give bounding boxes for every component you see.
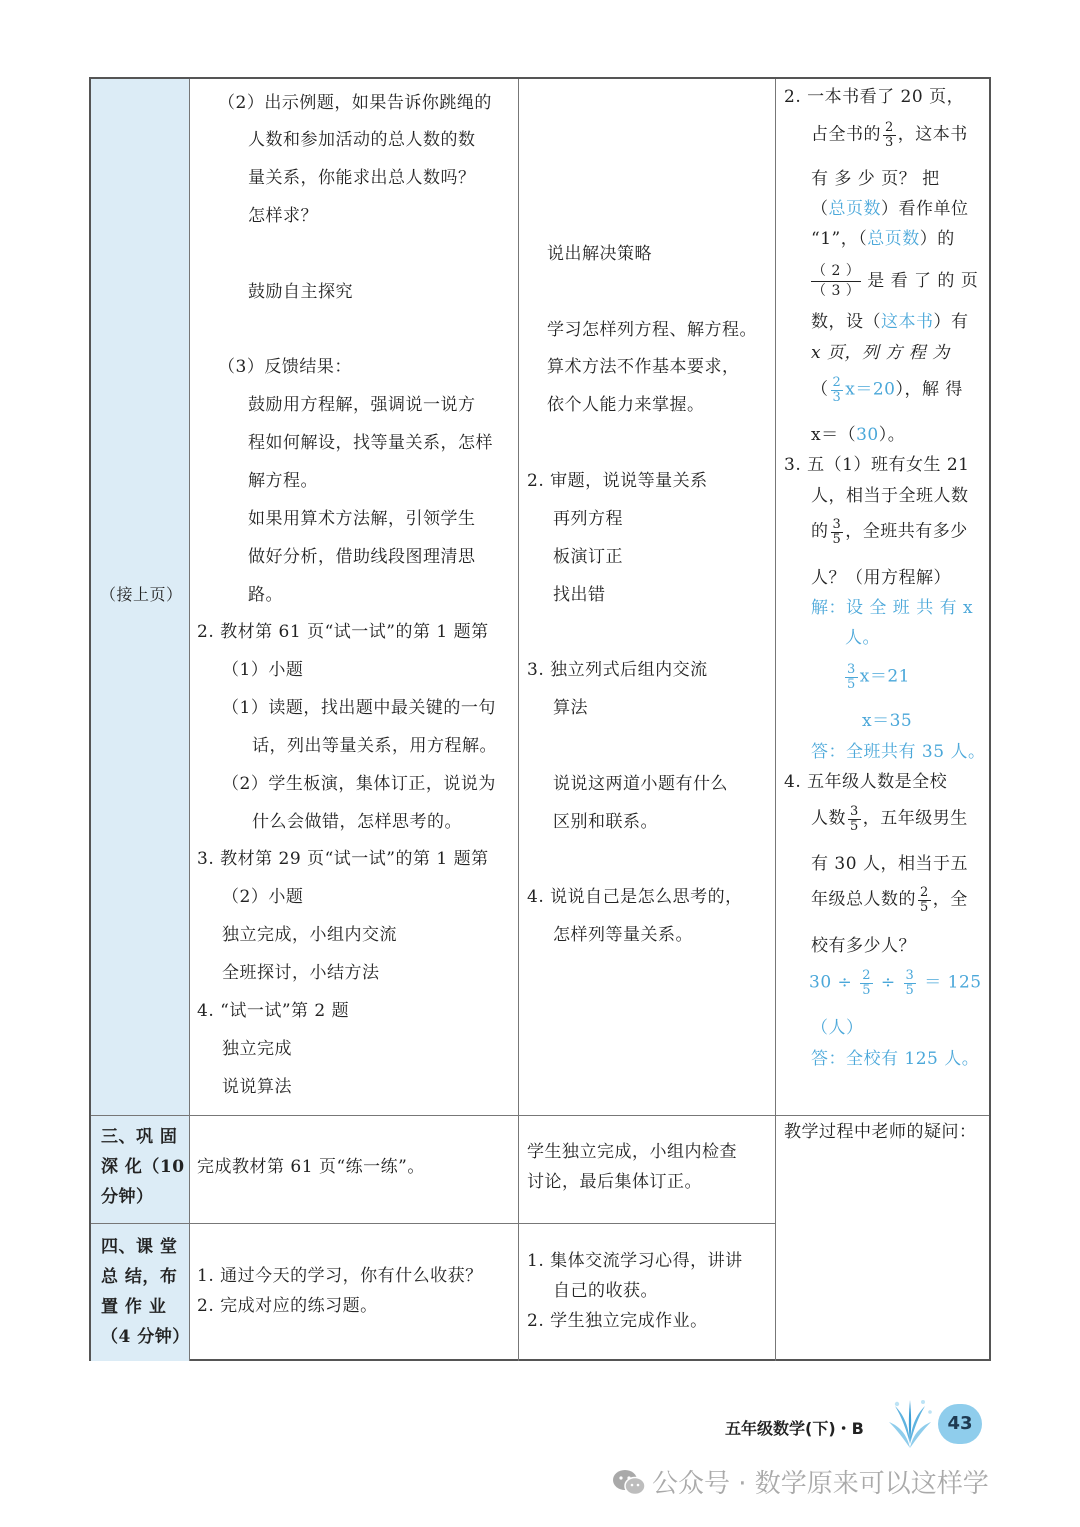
teacher-line: 人数和参加活动的总人数的数 [248,130,476,150]
student-line: 3. 独立列式后组内交流 [527,660,708,680]
answer-text: 30 [856,425,879,445]
numerator: 2 [885,120,894,135]
denominator: 3 [885,134,894,150]
stage-consolidate-line2: 深 化（10 [101,1157,185,1177]
fraction [831,518,844,546]
teacher-line: 量关系，你能求出总人数吗？ [248,168,476,188]
wechat-icon [612,1469,646,1497]
exercise-q2-line: 2. 一本书看了 20 页， [784,87,965,107]
student-line: 算术方法不作基本要求， [547,357,740,377]
teacher-line: 解方程。 [248,471,318,491]
summary-student-line2: 自己的收获。 [553,1281,658,1301]
stage-summary-line2: 总 结，布 [101,1267,178,1287]
exercise-q2-line: x 页，列 方 程 为 [811,343,950,363]
teacher-questions-note: 教学过程中老师的疑问： [784,1122,977,1142]
student-line: 怎样列等量关系。 [553,925,693,945]
text-span: （ [811,379,829,400]
exercise-q2-line [811,262,978,301]
denominator: 3 [832,389,842,405]
student-line: 依个人能力来掌握。 [547,395,705,415]
leaf-logo-icon [885,1398,935,1450]
column-divider [189,79,190,1361]
denominator: 5 [920,899,929,915]
text-span: “1”，（ [811,229,868,249]
exercise-q3-line: 人？（用方程解） [811,568,951,588]
teacher-line: 说说算法 [222,1077,292,1097]
wechat-watermark [612,1463,989,1500]
denominator: 5 [850,818,859,834]
teacher-line: 2. 教材第 61 页“试一试”的第 1 题第 [197,622,489,642]
text-span: ）的 [919,229,955,249]
exercise-q3-line: 3. 五（1）班有女生 21 [784,455,970,475]
summary-student-line1: 1. 集体交流学习心得，讲讲 [527,1251,743,1271]
text-span: 占全书的 [811,124,881,145]
student-line: 板演订正 [553,547,623,567]
text-span: ，全 [932,889,968,910]
page-number-badge: 43 [938,1404,982,1444]
answer-fraction [831,376,844,404]
teacher-line: （1）读题，找出题中最关键的一句 [222,698,496,718]
text-span: x＝（ [811,425,857,445]
exercise-q2-line [811,231,955,248]
stage-continued-label: （接上页） [100,585,183,604]
column-divider [518,79,519,1361]
exercise-q4-line: 有 30 人，相当于五 [811,854,968,874]
consolidate-student-line2: 讨论，最后集体订正。 [527,1172,702,1192]
text-span: ）有 [933,312,969,332]
teacher-line: 什么会做错，怎样思考的。 [252,812,462,832]
exercise-q4-line: 校有多少人？ [811,936,916,956]
teacher-line: 鼓励自主探究 [248,282,353,302]
text-span: ）。 [878,425,906,445]
teacher-line: 如果用算术方法解，引领学生 [248,509,476,529]
student-line: 找出错 [553,585,606,605]
exercise-q4-line: 4. 五年级人数是全校 [784,772,948,792]
teacher-line: 独立完成，小组内交流 [222,925,397,945]
text-span: 人数 [811,808,846,829]
teacher-line: 4. “试一试”第 2 题 [197,1001,350,1021]
exercise-q3-solution: 人。 [845,628,880,648]
exercise-q4-line [811,805,968,833]
exercise-q3-solution [843,663,910,691]
stage-consolidate-line3: 分钟） [101,1187,154,1207]
text-span: （ [811,199,829,219]
text-span: ，全班共有多少 [845,521,968,542]
text-span: 数，设（ [811,312,881,332]
answer-fraction [904,969,917,997]
teacher-line: （2）学生板演，集体订正，说说为 [222,774,496,794]
student-line: 说说这两道小题有什么 [553,774,728,794]
answer-text: 总页数 [867,229,920,249]
exercise-q4-line [811,886,968,914]
teacher-line: 全班探讨，小结方法 [222,963,380,983]
text-span: ）看作单位 [881,199,969,219]
numerator: 2 [920,885,929,900]
numerator: 3 [850,804,859,819]
student-line: 4. 说说自己是怎么思考的， [527,887,743,907]
numerator: （ 2 ） [811,262,861,282]
student-line: 学习怎样列方程、解方程。 [547,320,757,340]
answer-text: x＝21 [859,666,911,687]
exercise-q2-line [811,201,969,218]
denominator: 5 [832,531,842,547]
numerator: 3 [847,662,856,677]
exercise-q4-calculation [809,969,982,997]
exercise-q3-line: 人，相当于全班人数 [811,486,969,506]
exercise-q4-answer: 答：全校有 125 人。 [811,1049,980,1069]
numerator: 3 [832,517,842,532]
exercise-q2-line [811,376,963,404]
row-divider [91,1115,989,1116]
text-span: ），解 得 [895,379,963,400]
student-line: 再列方程 [553,509,623,529]
answer-text: 30 ÷ [809,972,853,993]
numerator: 2 [832,375,842,390]
summary-student-line3: 2. 学生独立完成作业。 [527,1311,708,1331]
answer-text: 这本书 [881,312,934,332]
answer-text: ÷ [880,972,896,993]
stage-summary-line3: 置 作 业 [101,1297,167,1317]
consolidate-teacher-text: 完成教材第 61 页“练一练”。 [197,1157,425,1177]
text-span: 的 [811,521,829,542]
exercise-q3-answer: 答：全班共有 35 人。 [811,742,986,762]
stage-consolidate-line1: 三、巩 固 [101,1127,178,1147]
student-line: 算法 [553,698,588,718]
teacher-line: 鼓励用方程解，强调说一说方 [248,395,476,415]
teacher-line: 程如何解设，找等量关系，怎样 [248,433,493,453]
teacher-line: （2）出示例题，如果告诉你跳绳的 [218,93,492,113]
exercise-q3-solution: 解：设 全 班 共 有 x [811,598,974,618]
exercise-q2-line: 有 多 少 页？ 把 [811,169,940,189]
column-divider [775,79,776,1361]
text-span: ，这本书 [897,124,968,145]
teacher-line: 3. 教材第 29 页“试一试”的第 1 题第 [197,849,489,869]
text-span: 年级总人数的 [811,889,916,910]
denominator: 5 [847,676,856,692]
teacher-line: （2）小题 [222,887,304,907]
fraction [918,886,931,914]
answer-fraction [845,663,858,691]
summary-teacher-line2: 2. 完成对应的练习题。 [197,1296,378,1316]
stage-summary-line4: （4 分钟） [101,1327,190,1347]
answer-fraction [860,969,873,997]
answer-text: x＝20 [845,379,896,400]
teacher-line: 话，列出等量关系，用方程解。 [252,736,497,756]
student-line: 2. 审题，说说等量关系 [527,471,708,491]
denominator: 5 [862,982,871,998]
student-line: 区别和联系。 [553,812,658,832]
answer-text: 总页数 [828,199,881,219]
fraction [883,121,896,149]
book-title: 五年级数学(下)・B [725,1419,864,1438]
answer-fraction [811,262,861,301]
summary-teacher-line1: 1. 通过今天的学习，你有什么收获？ [197,1266,483,1286]
exercise-q2-line [811,314,969,331]
text-span: ，五年级男生 [862,808,968,829]
student-line: 说出解决策略 [547,244,652,264]
teacher-line: 路。 [248,585,283,605]
answer-text: ＝ 125 [924,972,982,993]
row-divider [91,1223,776,1224]
teacher-line: （3）反馈结果： [218,357,352,377]
teacher-line: 独立完成 [222,1039,292,1059]
exercise-q2-line [811,121,968,149]
fraction [848,805,861,833]
exercise-q3-line [811,518,968,546]
numerator: 3 [905,968,915,983]
numerator: 2 [862,968,871,983]
text-span: 是 看 了 的 页 [867,270,979,291]
exercise-q3-solution: x＝35 [862,711,913,731]
exercise-q2-line [811,427,905,444]
denominator: （ 3 ） [812,282,861,299]
teacher-line: 怎样求？ [248,206,318,226]
stage-summary-line1: 四、课 堂 [101,1237,178,1257]
teacher-line: （1）小题 [222,660,304,680]
teacher-line: 做好分析，借助线段图理清思 [248,547,476,567]
exercise-q4-unit: （人） [811,1018,864,1038]
consolidate-student-line1: 学生独立完成，小组内检查 [527,1142,737,1162]
denominator: 5 [905,982,915,998]
watermark-text: 公众号 · 数学原来可以这样学 [652,1469,989,1499]
